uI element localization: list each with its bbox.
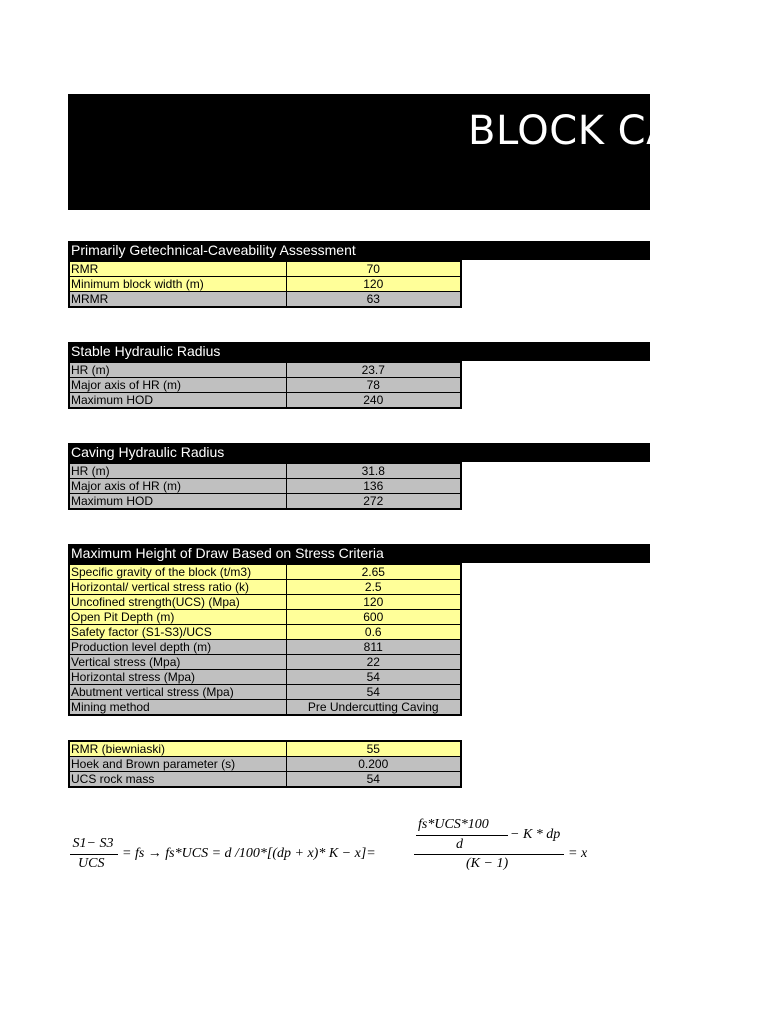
formula-tail: = x [568, 846, 588, 861]
formula-numerator-rest: − K * dp [510, 827, 561, 842]
table-row [69, 757, 461, 772]
section-header-caving-hr: Caving Hydraulic Radius [68, 443, 650, 462]
formula-chain: = fs → fs*UCS = d /100*[(dp + x)* K − x]= [122, 846, 376, 861]
caving-hr-table [68, 462, 462, 510]
cell-value[interactable]: 23.7 [286, 362, 461, 378]
cell-value[interactable]: 54 [286, 670, 461, 685]
cell-label[interactable]: Mining method [69, 700, 286, 716]
title-banner [68, 94, 674, 210]
table-row [69, 625, 461, 640]
stress-table [68, 563, 462, 716]
table-row [69, 393, 461, 409]
table-row [69, 640, 461, 655]
table-row [69, 772, 461, 788]
cell-label[interactable]: HR (m) [69, 362, 286, 378]
safety-factor-formula [68, 815, 628, 875]
cell-label[interactable]: UCS rock mass [69, 772, 286, 788]
table-row [69, 580, 461, 595]
table-row [69, 277, 461, 292]
section-header-stress: Maximum Height of Draw Based on Stress Criteria [68, 544, 650, 563]
cell-value[interactable]: Pre Undercutting Caving [286, 700, 461, 716]
cell-label[interactable]: Vertical stress (Mpa) [69, 655, 286, 670]
table-row [69, 362, 461, 378]
formula-inner-numerator: fs*UCS*100 [418, 817, 489, 832]
cell-label[interactable]: HR (m) [69, 463, 286, 479]
table-row [69, 655, 461, 670]
stable-hr-table [68, 361, 462, 409]
cell-label[interactable]: Maximum HOD [69, 393, 286, 409]
cell-label[interactable]: Horizontal stress (Mpa) [69, 670, 286, 685]
table-row [69, 741, 461, 757]
table-row [69, 378, 461, 393]
table-row [69, 479, 461, 494]
cell-value[interactable]: 2.65 [286, 564, 461, 580]
cell-value[interactable]: 0.200 [286, 757, 461, 772]
inner-fraction-bar [416, 835, 508, 836]
cell-value[interactable]: 70 [286, 261, 461, 277]
table-row [69, 463, 461, 479]
table-row [69, 261, 461, 277]
section-header-caveability: Primarily Getechnical-Caveability Assessment [68, 241, 650, 260]
main-fraction-bar [414, 854, 564, 855]
table-row [69, 685, 461, 700]
cell-label[interactable]: Safety factor (S1-S3)/UCS [69, 625, 286, 640]
cell-value[interactable]: 22 [286, 655, 461, 670]
cell-label[interactable]: Production level depth (m) [69, 640, 286, 655]
cell-value[interactable]: 55 [286, 741, 461, 757]
cell-label[interactable]: Horizontal/ vertical stress ratio (k) [69, 580, 286, 595]
cell-label[interactable]: Hoek and Brown parameter (s) [69, 757, 286, 772]
fraction-bar [70, 854, 118, 855]
formula-denominator: UCS [78, 856, 105, 871]
cell-label[interactable]: Specific gravity of the block (t/m3) [69, 564, 286, 580]
table-row [69, 564, 461, 580]
cell-value[interactable]: 2.5 [286, 580, 461, 595]
table-row [69, 670, 461, 685]
cell-label[interactable]: RMR [69, 261, 286, 277]
cell-value[interactable]: 31.8 [286, 463, 461, 479]
cell-value[interactable]: 54 [286, 685, 461, 700]
formula-numerator: S1− S3 [72, 836, 114, 851]
cell-value[interactable]: 120 [286, 595, 461, 610]
cell-value[interactable]: 78 [286, 378, 461, 393]
table-row [69, 494, 461, 510]
cell-value[interactable]: 811 [286, 640, 461, 655]
cell-value[interactable]: 63 [286, 292, 461, 308]
cell-label[interactable]: Open Pit Depth (m) [69, 610, 286, 625]
cell-label[interactable]: Abutment vertical stress (Mpa) [69, 685, 286, 700]
cell-label[interactable]: Major axis of HR (m) [69, 378, 286, 393]
formula-inner-denominator: d [456, 837, 463, 852]
table-row [69, 610, 461, 625]
cell-value[interactable]: 272 [286, 494, 461, 510]
caveability-table [68, 260, 462, 308]
cell-label[interactable]: Uncofined strength(UCS) (Mpa) [69, 595, 286, 610]
cell-value[interactable]: 240 [286, 393, 461, 409]
cell-label[interactable]: MRMR [69, 292, 286, 308]
section-header-stable-hr: Stable Hydraulic Radius [68, 342, 650, 361]
table-row [69, 292, 461, 308]
rockmass-table [68, 740, 462, 788]
cell-value[interactable]: 136 [286, 479, 461, 494]
formula-fraction-left [68, 836, 118, 852]
cell-value[interactable]: 54 [286, 772, 461, 788]
table-row [69, 595, 461, 610]
cell-value[interactable]: 120 [286, 277, 461, 292]
cell-value[interactable]: 600 [286, 610, 461, 625]
cell-label[interactable]: Maximum HOD [69, 494, 286, 510]
page-title: BLOCK CA [468, 108, 674, 154]
cell-value[interactable]: 0.6 [286, 625, 461, 640]
cell-label[interactable]: RMR (biewniaski) [69, 741, 286, 757]
formula-main-denominator: (K − 1) [466, 856, 509, 871]
cell-label[interactable]: Minimum block width (m) [69, 277, 286, 292]
cell-label[interactable]: Major axis of HR (m) [69, 479, 286, 494]
table-row [69, 700, 461, 716]
